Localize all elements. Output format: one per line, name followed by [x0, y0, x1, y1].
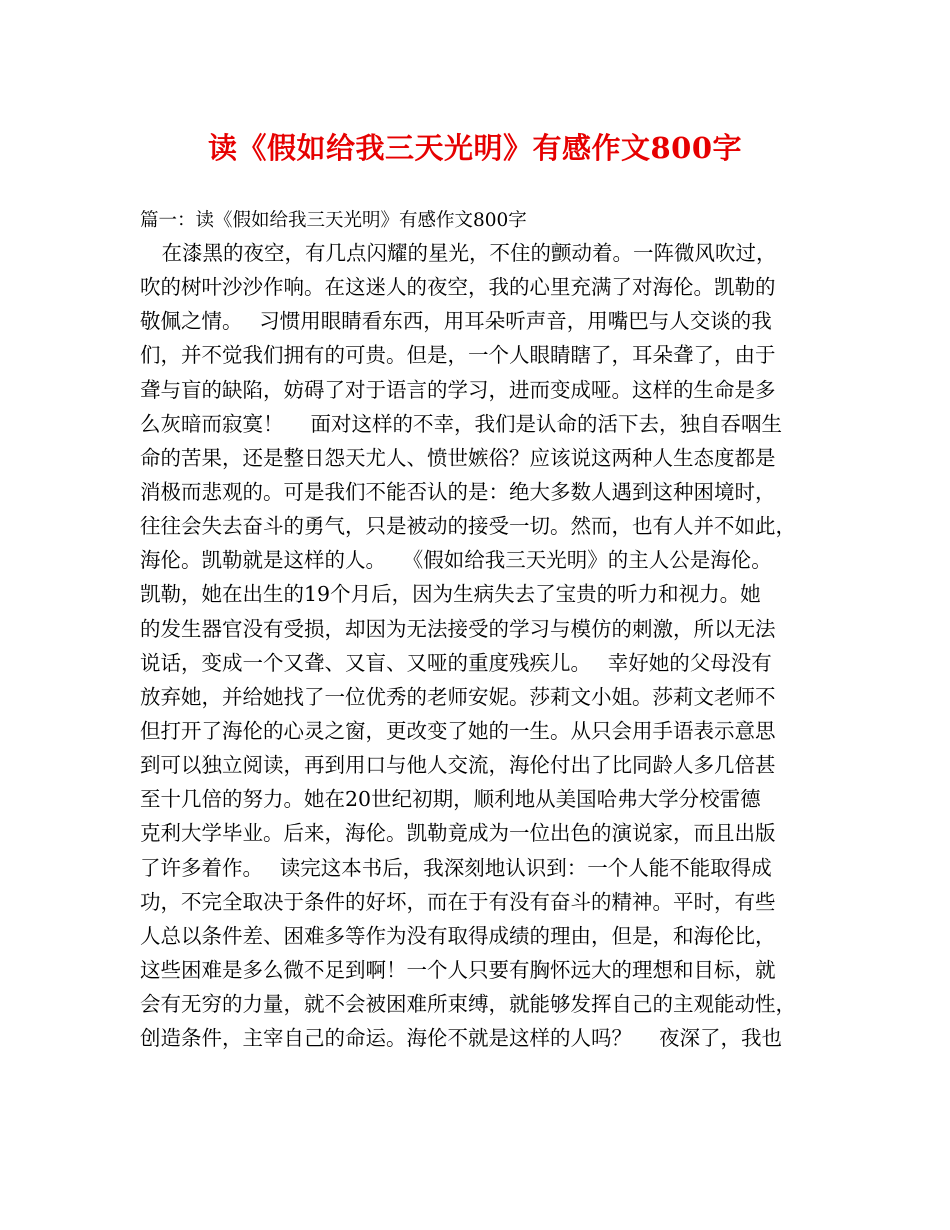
paragraph-line: 敬佩之情。 习惯用眼睛看东西，用耳朵听声音，用嘴巴与人交谈的我 [140, 309, 772, 334]
paragraph-line: 凯勒，她在出生的19个月后，因为生病失去了宝贵的听力和视力。她 [140, 582, 761, 607]
paragraph-line: 会有无穷的力量，就不会被困难所束缚，就能够发挥自己的主观能动性， [140, 992, 796, 1017]
paragraph-line: 但打开了海伦的心灵之窗，更改变了她的一生。从只会用手语表示意思 [140, 718, 776, 743]
paragraph-line: 人总以条件差、困难多等作为没有取得成绩的理由，但是，和海伦比， [140, 923, 776, 948]
paragraph-line: 海伦。凯勒就是这样的人。 《假如给我三天光明》的主人公是海伦。 [140, 548, 772, 573]
paragraph-line: 吹的树叶沙沙作响。在这迷人的夜空，我的心里充满了对海伦。凯勒的 [140, 275, 776, 300]
paragraph-line: 在漆黑的夜空，有几点闪耀的星光，不住的颤动着。一阵微风吹过， [161, 241, 777, 265]
section-heading: 篇一：读《假如给我三天光明》有感作文800字 [140, 210, 527, 231]
paragraph-line: 到可以独立阅读，再到用口与他人交流，海伦付出了比同龄人多几倍甚 [140, 753, 776, 778]
paragraph-line: 创造条件，主宰自己的命运。海伦不就是这样的人吗？ 夜深了，我也 [140, 1026, 783, 1051]
paragraph-line: 聋与盲的缺陷，妨碍了对于语言的学习，进而变成哑。这样的生命是多 [140, 377, 776, 402]
paragraph-line: 放弃她，并给她找了一位优秀的老师安妮。莎莉文小姐。莎莉文老师不 [140, 684, 776, 709]
paragraph-line: 说话，变成一个又聋、又盲、又哑的重度残疾儿。 幸好她的父母没有 [140, 650, 772, 675]
paragraph-line: 们，并不觉我们拥有的可贵。但是，一个人眼睛瞎了，耳朵聋了，由于 [140, 343, 776, 368]
paragraph-line: 克利大学毕业。后来，海伦。凯勒竟成为一位出色的演说家，而且出版 [140, 821, 776, 846]
essay-body [140, 236, 830, 1055]
paragraph-line: 消极而悲观的。可是我们不能否认的是：绝大多数人遇到这种困境时， [140, 479, 776, 504]
paragraph-line: 的发生器官没有受损，却因为无法接受的学习与模仿的刺激，所以无法 [140, 616, 776, 641]
page-title: 读《假如给我三天光明》有感作文800字 [207, 131, 743, 165]
paragraph-line: 么灰暗而寂寞！ 面对这样的不幸，我们是认命的活下去，独自吞咽生 [140, 411, 783, 436]
paragraph-line: 至十几倍的努力。她在20世纪初期，顺利地从美国哈弗大学分校雷德 [140, 787, 761, 812]
paragraph-line: 功，不完全取决于条件的好坏，而在于有没有奋斗的精神。平时，有些 [140, 889, 776, 914]
paragraph-line: 命的苦果，还是整日怨天尤人、愤世嫉俗？应该说这两种人生态度都是 [140, 445, 776, 470]
paragraph-line: 这些困难是多么微不足到啊！一个人只要有胸怀远大的理想和目标，就 [140, 957, 776, 982]
paragraph-line: 往往会失去奋斗的勇气，只是被动的接受一切。然而，也有人并不如此， [140, 514, 796, 539]
paragraph-line: 了许多着作。 读完这本书后，我深刻地认识到：一个人能不能取得成 [140, 855, 772, 880]
